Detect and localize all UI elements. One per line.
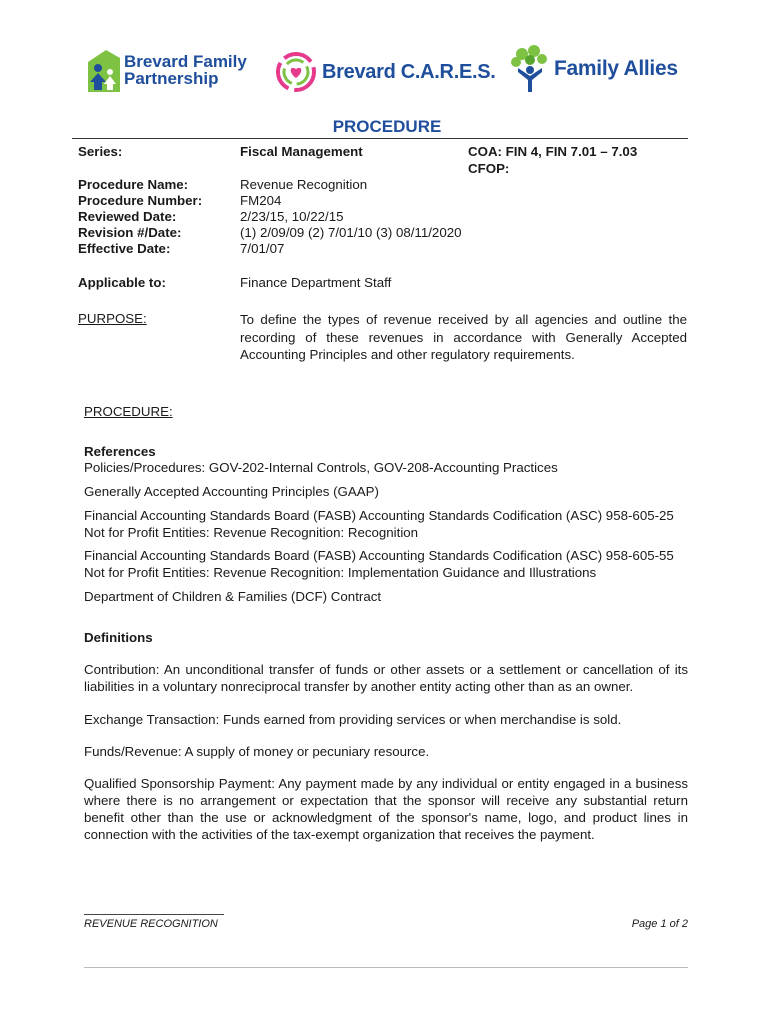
applicable-label: Applicable to:: [78, 275, 166, 290]
title-divider: [72, 138, 688, 139]
bfp-logo-text: [124, 53, 247, 87]
definition-item: Contribution: An unconditional transfer of funds or other assets or a settlement or cancellation of its liabilities in a voluntary nonreciprocal transfer by another entity acting other than as an owner.: [84, 662, 688, 694]
allies-tree-icon: [508, 44, 552, 94]
series-value: Fiscal Management: [240, 144, 363, 159]
reviewed-date-label: Reviewed Date:: [78, 209, 177, 224]
references-heading: References: [84, 444, 156, 459]
brevard-family-partnership-logo: [84, 48, 247, 92]
procedure-number-value: FM204: [240, 193, 282, 208]
allies-logo-text: Family Allies: [554, 57, 678, 80]
purpose-label: PURPOSE:: [78, 311, 147, 326]
revision-label: Revision #/Date:: [78, 225, 182, 240]
document-title: PROCEDURE: [332, 117, 442, 136]
logo-bar: [84, 44, 694, 100]
brevard-cares-logo: [274, 50, 496, 94]
procedure-name-value: Revenue Recognition: [240, 177, 368, 192]
family-allies-logo: [508, 44, 678, 94]
reference-item: Department of Children & Families (DCF) Contract: [84, 589, 382, 604]
definitions-heading: Definitions: [84, 630, 153, 645]
document-title-wrap: [0, 117, 770, 137]
definition-item: Exchange Transaction: Funds earned from providing services or when merchandise is sold.: [84, 712, 622, 727]
bfp-line-1: Brevard Family: [124, 52, 247, 71]
reference-item: Financial Accounting Standards Board (FASB) Accounting Standards Codification (ASC) 958-605-55 Not for Profit Entities: Revenue Recognition: Implementation Guidance and Illustrations: [84, 548, 674, 580]
footer-page-number: Page 1 of 2: [631, 918, 688, 930]
reviewed-date-value: 2/23/15, 10/22/15: [240, 209, 344, 224]
reference-item: Financial Accounting Standards Board (FASB) Accounting Standards Codification (ASC) 958-605-25 Not for Profit Entities: Revenue Recognition: Recognition: [84, 508, 674, 540]
series-label: Series:: [78, 144, 123, 159]
definition-item: Funds/Revenue: A supply of money or pecuniary resource.: [84, 744, 430, 759]
reference-item: Generally Accepted Accounting Principles (GAAP): [84, 484, 379, 499]
bfp-line-2: Partnership: [124, 69, 219, 88]
effective-date-value: 7/01/07: [240, 241, 285, 256]
reference-item: Policies/Procedures: GOV-202-Internal Controls, GOV-208-Accounting Practices: [84, 460, 558, 475]
procedure-name-label: Procedure Name:: [78, 177, 189, 192]
coa-value: COA: FIN 4, FIN 7.01 – 7.03: [468, 144, 638, 159]
procedure-number-label: Procedure Number:: [78, 193, 203, 208]
applicable-value: Finance Department Staff: [240, 275, 392, 290]
procedure-label: PROCEDURE:: [84, 404, 173, 419]
cfop-label: CFOP:: [468, 161, 510, 176]
footer-divider: [84, 914, 224, 915]
definition-item: Qualified Sponsorship Payment: Any payment made by any individual or entity engaged in a business where there is no arrangement or expectation that the sponsor will receive any substantial return benefit other than the use or acknowledgment of the sponsor's name, logo, and product lines in connection with the activities of the tax-exempt organization that receives the payment.: [84, 776, 688, 842]
cares-heart-icon: [274, 50, 318, 94]
cares-logo-text: Brevard C.A.R.E.S.: [322, 60, 496, 83]
footer-document-title: REVENUE RECOGNITION: [84, 918, 218, 930]
page-bottom-divider: [84, 967, 688, 968]
effective-date-label: Effective Date:: [78, 241, 171, 256]
purpose-text: To define the types of revenue received by all agencies and outline the recording of these revenues in accordance with Generally Accepted Accounting Principles and other regulatory requirements.: [240, 312, 687, 362]
revision-value: (1) 2/09/09 (2) 7/01/10 (3) 08/11/2020: [240, 225, 462, 240]
bfp-house-icon: [84, 48, 120, 92]
